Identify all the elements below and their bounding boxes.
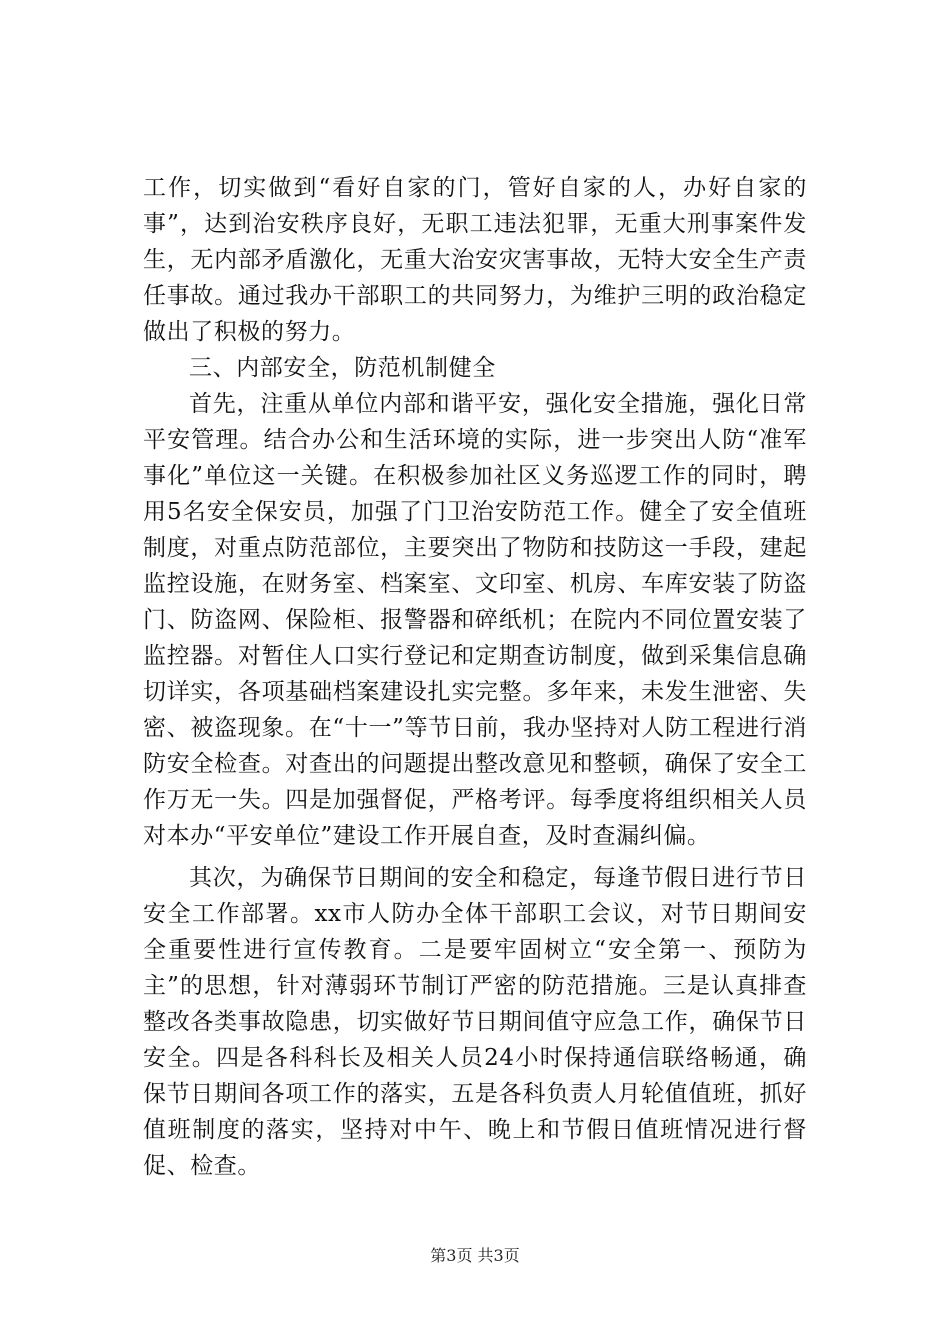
section-heading: 三、内部安全，防范机制健全: [189, 355, 496, 381]
paragraph-first: 首先，注重从单位内部和谐平安，强化安全措施，强化日常平安管理。结合办公和生活环境的实际，进一步突出人防“准军事化”单位这一关键。在积极参加社区义务巡逻工作的同时，聘用5名安全保安员，加强了门卫治安防范工作。健全了安全值班制度，对重点防范部位，主要突出了物防和技防这一手段，建起监控设施，在财务室、档案室、文印室、机房、车库安装了防盗门、防盗网、保险柜、报警器和碎纸机；在院内不同位置安装了监控器。对暂住人口实行登记和定期查访制度，做到采集信息确切详实，各项基础档案建设扎实完整。多年来，未发生泄密、失密、被盗现象。在“十一”等节日前，我办坚持对人防工程进行消防安全检查。对查出的问题提出整改意见和整顿，确保了安全工作万无一失。四是加强督促，严格考评。每季度将组织相关人员对本办“平安单位”建设工作开展自查，及时查漏纠偏。: [143, 391, 807, 849]
paragraph-second: 其次，为确保节日期间的安全和稳定，每逢节假日进行节日安全工作部署。xx市人防办全体干部职工会议，对节日期间安全重要性进行宣传教育。二是要牢固树立“安全第一、预防为主”的思想，针对薄弱环节制订严密的防范措施。三是认真排查整改各类事故隐患，切实做好节日期间值守应急工作，确保节日安全。四是各科科长及相关人员24小时保持通信联络畅通，确保节日期间各项工作的落实，五是各科负责人月轮值值班，抓好值班制度的落实，坚持对中午、晚上和节假日值班情况进行督促、检查。: [143, 865, 807, 1179]
document-body: [143, 170, 807, 1184]
paragraph-continuation: 工作，切实做到“看好自家的门，管好自家的人，办好自家的事”，达到治安秩序良好，无职工违法犯罪，无重大刑事案件发生，无内部矛盾激化，无重大治安灾害事故，无特大安全生产责任事故。通过我办干部职工的共同努力，为维护三明的政治稳定做出了积极的努力。: [143, 175, 807, 345]
page-footer: 第3页 共3页: [430, 1246, 520, 1265]
